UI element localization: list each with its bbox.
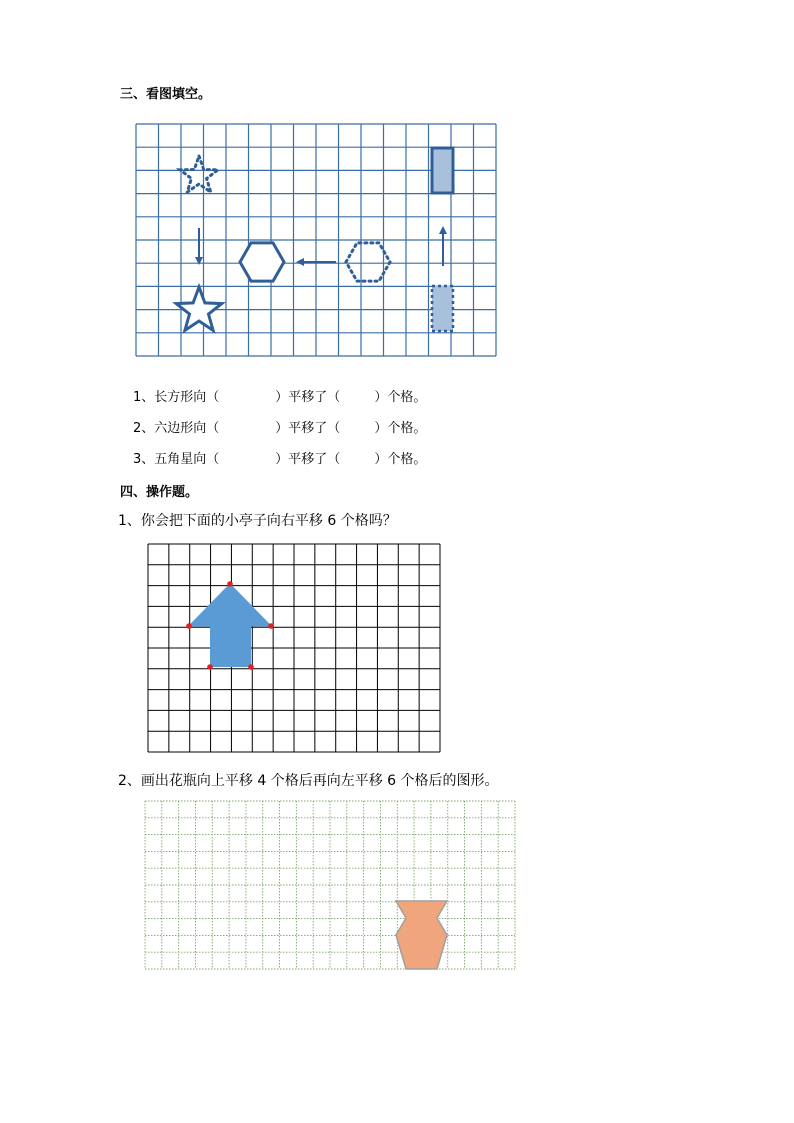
rectangle-translated: [432, 148, 453, 193]
hexagon-translated: [240, 243, 284, 281]
pavilion-base: [210, 626, 251, 667]
fill-in-item-rectangle: [133, 386, 426, 405]
vertex-dot: [227, 581, 233, 587]
item-subject: 长方形向（: [154, 390, 220, 405]
section-4-heading: 四、操作题。: [120, 485, 199, 500]
vase: [396, 901, 447, 969]
fill-in-item-hexagon: [133, 417, 426, 436]
fill-in-item-star: [133, 448, 426, 467]
grid-lines: [148, 544, 440, 752]
item-end: ）个格。: [374, 452, 427, 467]
question-1: 1、你会把下面的小亭子向右平移 6 个格吗？: [118, 513, 397, 529]
vase-grid-figure[interactable]: [145, 801, 515, 969]
dotted-rectangle-original: [432, 286, 453, 331]
vertex-dot: [248, 664, 254, 670]
item-number: 2、: [133, 421, 155, 436]
item-number: 3、: [133, 452, 155, 467]
item-subject: 六边形向（: [154, 421, 220, 436]
vertex-dot: [186, 623, 192, 629]
item-subject: 五角星向（: [154, 452, 220, 467]
question-2: 2、画出花瓶向上平移 4 个格后再向左平移 6 个格后的图形。: [118, 773, 499, 789]
item-mid: ）平移了（: [275, 421, 341, 436]
section-3-heading: 三、看图填空。: [120, 87, 212, 102]
vertex-dot: [268, 623, 274, 629]
star-translated: [176, 287, 222, 330]
grid-lines: [145, 801, 515, 969]
item-mid: ）平移了（: [275, 390, 341, 405]
pavilion-roof: [189, 584, 271, 626]
vertex-dot: [207, 664, 213, 670]
item-end: ）个格。: [374, 390, 427, 405]
translation-grid-figure: [136, 124, 496, 356]
pavilion-grid-figure[interactable]: [148, 544, 440, 752]
item-end: ）个格。: [374, 421, 427, 436]
item-number: 1、: [133, 390, 155, 405]
item-mid: ）平移了（: [275, 452, 341, 467]
dotted-star-original: [180, 156, 218, 192]
